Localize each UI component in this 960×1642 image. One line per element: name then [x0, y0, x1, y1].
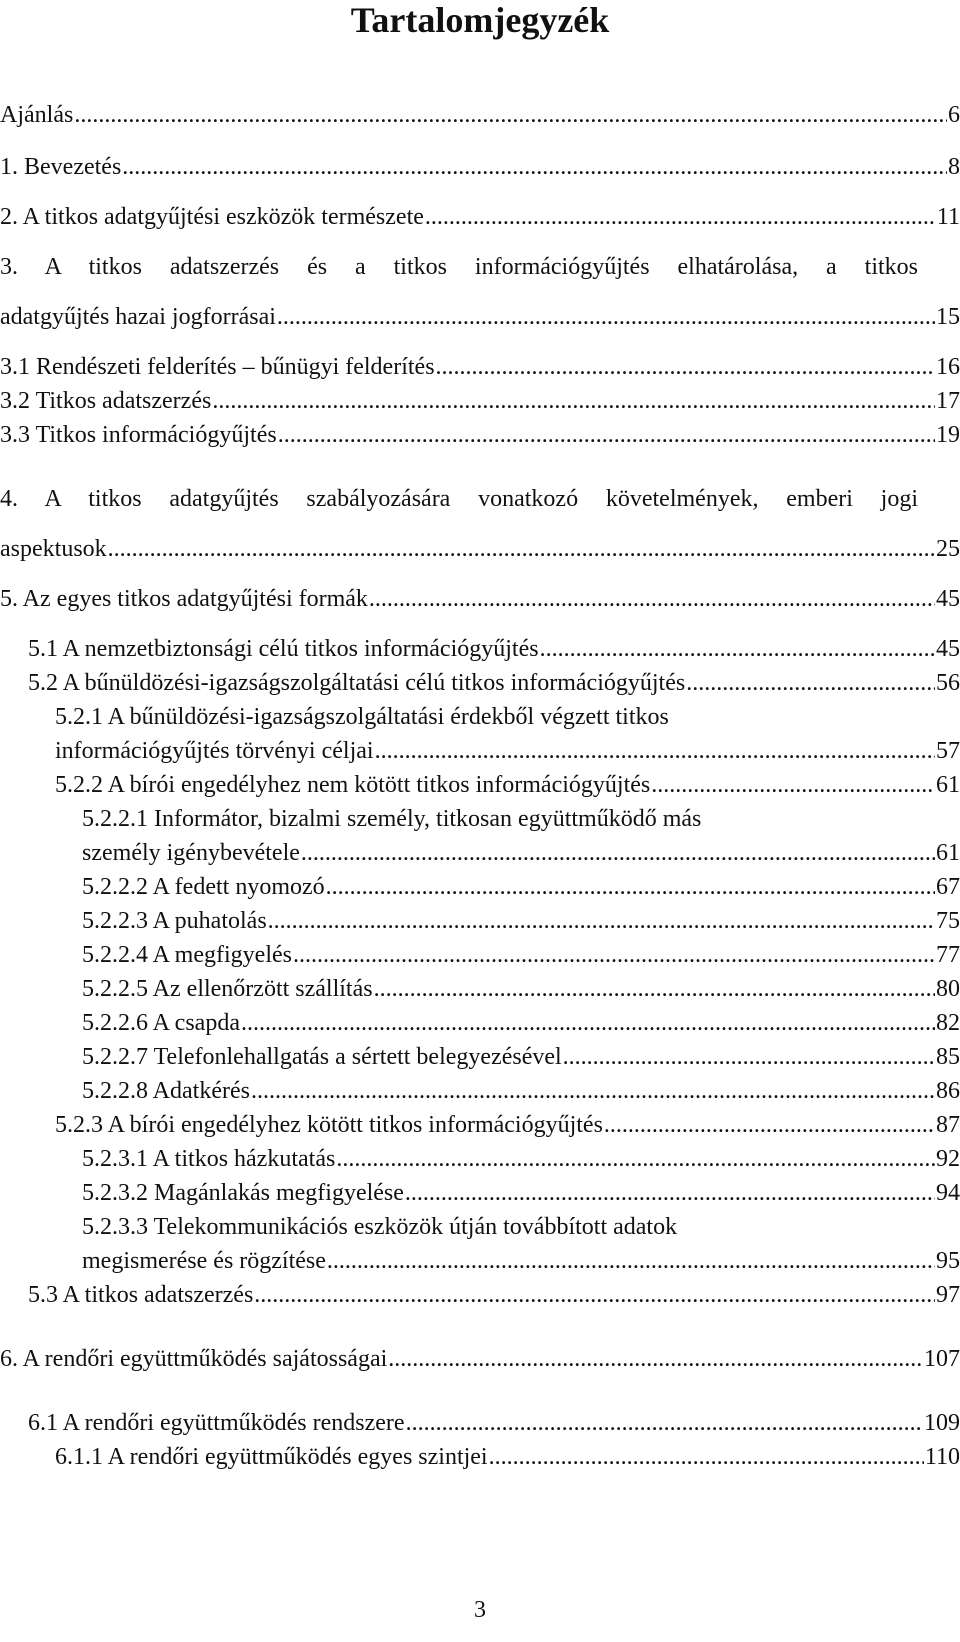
toc-entry-page: 56	[936, 670, 960, 696]
toc-leader-dots	[326, 872, 935, 902]
toc-entry-first-line[interactable]: 3. A titkos adatszerzés és a titkos információgyűjtés elhatárolása, a titkos	[0, 254, 918, 280]
toc-entry[interactable]	[0, 152, 960, 182]
toc-leader-dots	[563, 1042, 935, 1072]
toc-leader-dots	[212, 386, 935, 416]
toc-entry-title: 1. Bevezetés	[0, 154, 122, 180]
toc-entry[interactable]	[0, 1344, 960, 1374]
toc-leader-dots	[540, 634, 935, 664]
toc-entry-page: 67	[936, 874, 960, 900]
toc-entry-title: személy igénybevétele	[82, 840, 300, 866]
toc-leader-dots	[241, 1008, 935, 1038]
toc-entry-title: 5.2.2.7 Telefonlehallgatás a sértett belegyezésével	[82, 1044, 562, 1070]
toc-entry-page: 45	[936, 636, 960, 662]
toc-entry-title: 5.2.3.2 Magánlakás megfigyelése	[82, 1180, 404, 1206]
toc-entry-title: 5.2.2.2 A fedett nyomozó	[82, 874, 325, 900]
toc-leader-dots	[369, 584, 935, 614]
toc-leader-dots	[686, 668, 935, 698]
toc-entry-page: 92	[936, 1146, 960, 1172]
toc-leader-dots	[268, 906, 935, 936]
toc-entry-title: 5.2.2.4 A megfigyelés	[82, 942, 292, 968]
toc-entry[interactable]	[0, 420, 960, 450]
toc-entry-page: 8	[948, 154, 960, 180]
toc-entry-first-line[interactable]: 5.2.3.3 Telekommunikációs eszközök útján továbbított adatok	[82, 1214, 678, 1240]
toc-leader-dots	[604, 1110, 935, 1140]
toc-entry-page: 25	[936, 536, 960, 562]
toc-entry-title: 5.2.2.5 Az ellenőrzött szállítás	[82, 976, 373, 1002]
toc-entry-title: 6. A rendőri együttműködés sajátosságai	[0, 1346, 388, 1372]
page-title: Tartalomjegyzék	[350, 0, 610, 40]
toc-leader-dots	[374, 974, 935, 1004]
toc-entry-title: adatgyűjtés hazai jogforrásai	[0, 304, 276, 330]
toc-entry[interactable]	[82, 1008, 960, 1038]
toc-entry-title: 5.2.3 A bírói engedélyhez kötött titkos információgyűjtés	[55, 1112, 603, 1138]
toc-entry-page: 45	[936, 586, 960, 612]
toc-entry-page: 6	[948, 102, 960, 128]
toc-entry[interactable]	[0, 584, 960, 614]
toc-entry-page: 94	[936, 1180, 960, 1206]
toc-entry-title: 5.2.3.1 A titkos házkutatás	[82, 1146, 336, 1172]
toc-entry[interactable]	[82, 1042, 960, 1072]
toc-entry-title: Ajánlás	[0, 102, 74, 128]
toc-leader-dots	[405, 1178, 935, 1208]
toc-entry[interactable]	[55, 1442, 960, 1472]
toc-leader-dots	[489, 1442, 924, 1472]
toc-entry-title: megismerése és rögzítése	[82, 1248, 326, 1274]
toc-entry-first-line[interactable]: 4. A titkos adatgyűjtés szabályozására vonatkozó követelmények, emberi jogi	[0, 486, 918, 512]
toc-entry-page: 61	[936, 840, 960, 866]
toc-entry-title: 5. Az egyes titkos adatgyűjtési formák	[0, 586, 368, 612]
toc-entry[interactable]	[82, 838, 960, 868]
toc-entry[interactable]	[28, 668, 960, 698]
toc-leader-dots	[251, 1076, 935, 1106]
toc-entry[interactable]	[28, 634, 960, 664]
toc-entry-title: 5.2.2.3 A puhatolás	[82, 908, 267, 934]
toc-entry-title: 6.1.1 A rendőri együttműködés egyes szintjei	[55, 1444, 488, 1470]
toc-leader-dots	[436, 352, 935, 382]
toc-entry-title: 3.2 Titkos adatszerzés	[0, 388, 212, 414]
toc-entry-page: 17	[936, 388, 960, 414]
toc-entry[interactable]	[82, 1144, 960, 1174]
toc-leader-dots	[301, 838, 935, 868]
toc-entry[interactable]	[55, 1110, 960, 1140]
toc-leader-dots	[425, 202, 936, 232]
toc-entry-page: 110	[924, 1444, 960, 1470]
toc-entry-page: 97	[936, 1282, 960, 1308]
toc-leader-dots	[651, 770, 935, 800]
toc-leader-dots	[254, 1280, 935, 1310]
toc-entry-title: 6.1 A rendőri együttműködés rendszere	[28, 1410, 405, 1436]
toc-entry-page: 57	[936, 738, 960, 764]
toc-entry-page: 107	[924, 1346, 960, 1372]
toc-leader-dots	[293, 940, 935, 970]
toc-entry-page: 95	[936, 1248, 960, 1274]
toc-entry[interactable]	[28, 1408, 960, 1438]
toc-entry[interactable]	[82, 872, 960, 902]
toc-entry[interactable]	[82, 974, 960, 1004]
toc-entry[interactable]	[0, 534, 960, 564]
toc-leader-dots	[74, 100, 947, 130]
toc-entry-page: 87	[936, 1112, 960, 1138]
toc-entry[interactable]	[82, 906, 960, 936]
toc-entry[interactable]	[82, 1076, 960, 1106]
toc-leader-dots	[388, 1344, 923, 1374]
toc-entry-page: 11	[936, 204, 960, 230]
toc-entry[interactable]	[82, 1246, 960, 1276]
toc-entry[interactable]	[0, 202, 960, 232]
toc-entry-title: 5.2.2 A bírói engedélyhez nem kötött titkos információgyűjtés	[55, 772, 651, 798]
toc-entry[interactable]	[0, 352, 960, 382]
toc-entry-page: 82	[936, 1010, 960, 1036]
toc-entry-title: 5.2 A bűnüldözési-igazságszolgáltatási célú titkos információgyűjtés	[28, 670, 686, 696]
toc-entry-title: információgyűjtés törvényi céljai	[55, 738, 374, 764]
toc-entry-page: 15	[936, 304, 960, 330]
toc-entry-title: 2. A titkos adatgyűjtési eszközök természete	[0, 204, 424, 230]
toc-entry-title: 5.3 A titkos adatszerzés	[28, 1282, 254, 1308]
toc-leader-dots	[122, 152, 947, 182]
toc-entry[interactable]	[0, 302, 960, 332]
toc-entry-page: 85	[936, 1044, 960, 1070]
toc-entry[interactable]	[28, 1280, 960, 1310]
toc-entry-title: 3.1 Rendészeti felderítés – bűnügyi felderítés	[0, 354, 435, 380]
toc-entry-page: 77	[936, 942, 960, 968]
toc-entry-page: 75	[936, 908, 960, 934]
toc-leader-dots	[336, 1144, 935, 1174]
toc-entry[interactable]	[82, 940, 960, 970]
toc-entry[interactable]	[0, 100, 960, 130]
toc-entry[interactable]	[55, 736, 960, 766]
page-number: 3	[474, 1597, 486, 1623]
toc-leader-dots	[277, 302, 935, 332]
toc-leader-dots	[406, 1408, 923, 1438]
toc-entry[interactable]	[55, 770, 960, 800]
toc-entry-title: 5.1 A nemzetbiztonsági célú titkos információgyűjtés	[28, 636, 539, 662]
toc-entry-title: 5.2.2.8 Adatkérés	[82, 1078, 250, 1104]
toc-entry-page: 16	[936, 354, 960, 380]
toc-leader-dots	[108, 534, 935, 564]
toc-entry-page: 19	[936, 422, 960, 448]
toc-entry-title: aspektusok	[0, 536, 107, 562]
toc-entry[interactable]	[0, 386, 960, 416]
toc-entry-title: 3.3 Titkos információgyűjtés	[0, 422, 277, 448]
toc-entry-first-line[interactable]: 5.2.1 A bűnüldözési-igazságszolgáltatási érdekből végzett titkos	[55, 704, 669, 730]
toc-leader-dots	[375, 736, 935, 766]
toc-leader-dots	[327, 1246, 935, 1276]
toc-entry[interactable]	[82, 1178, 960, 1208]
toc-entry-first-line[interactable]: 5.2.2.1 Informátor, bizalmi személy, titkosan együttműködő más	[82, 806, 702, 832]
toc-entry-page: 109	[924, 1410, 960, 1436]
toc-leader-dots	[278, 420, 935, 450]
toc-entry-page: 61	[936, 772, 960, 798]
toc-entry-title: 5.2.2.6 A csapda	[82, 1010, 240, 1036]
toc-entry-page: 86	[936, 1078, 960, 1104]
toc-entry-page: 80	[936, 976, 960, 1002]
